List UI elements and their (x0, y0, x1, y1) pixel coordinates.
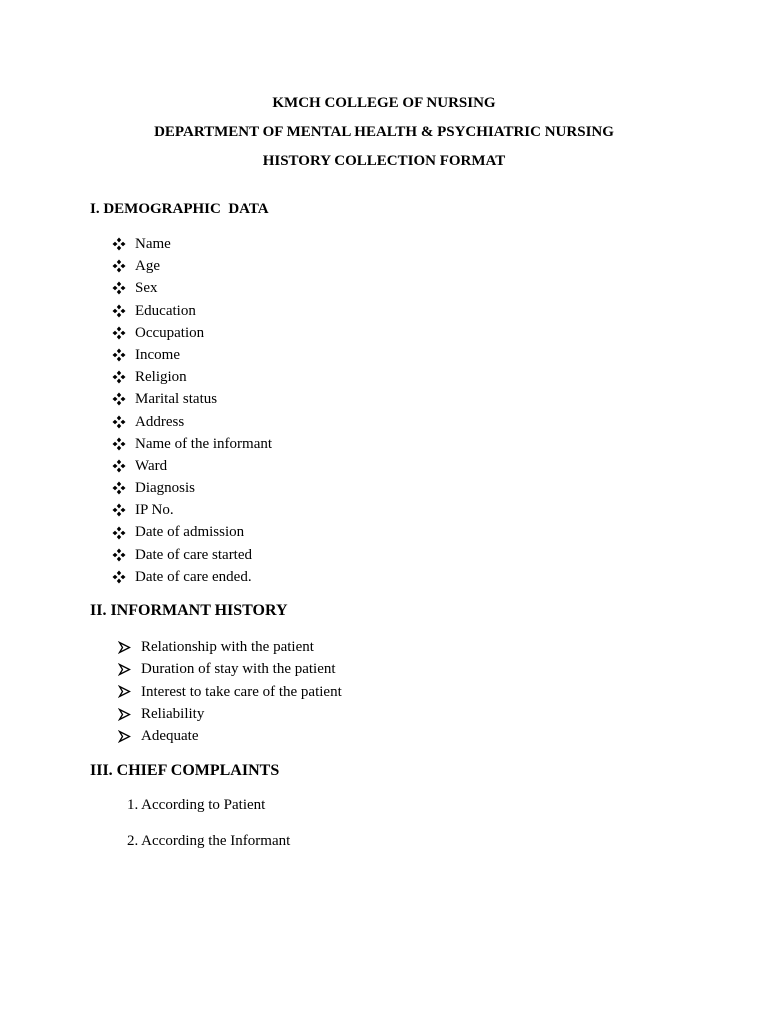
arrowhead-bullet-icon (118, 708, 131, 721)
four-diamond-bullet-icon (112, 459, 126, 473)
list-item-label: Date of care ended. (135, 568, 252, 585)
list-item (112, 233, 272, 255)
list-item (112, 411, 272, 433)
list-item-label: Date of admission (135, 524, 245, 541)
list-item-label: Sex (135, 280, 158, 297)
list-item (112, 566, 272, 588)
four-diamond-bullet-icon (112, 481, 126, 495)
four-diamond-bullet-icon (112, 348, 126, 362)
list-item-label: Occupation (135, 324, 205, 341)
list-item (112, 388, 272, 410)
four-diamond-bullet-icon (112, 503, 126, 517)
list-item (112, 544, 272, 566)
list-item-label: Name (135, 236, 171, 252)
four-diamond-bullet-icon (112, 437, 126, 451)
four-diamond-bullet-icon (112, 237, 126, 251)
list-item (112, 277, 272, 299)
list-item-label: Date of care started (135, 546, 253, 563)
arrowhead-bullet-icon (118, 663, 131, 676)
list-item-label: Ward (135, 457, 168, 474)
list-item-label: Marital status (135, 391, 218, 408)
four-diamond-bullet-icon (112, 415, 126, 429)
list-item (118, 725, 342, 747)
list-item-label: Reliability (141, 705, 205, 722)
format-title: HISTORY COLLECTION FORMAT (262, 153, 506, 169)
four-diamond-bullet-icon (112, 392, 126, 406)
list-item (112, 255, 272, 277)
list-item (112, 521, 272, 543)
department-title: DEPARTMENT OF MENTAL HEALTH & PSYCHIATRIC NURSING (154, 124, 614, 140)
list-item (112, 344, 272, 366)
list-item-label: Income (135, 346, 180, 363)
arrowhead-bullet-icon (118, 641, 131, 654)
list-item (112, 300, 272, 322)
demographic-data-heading: I. DEMOGRAPHIC DATA (90, 201, 269, 217)
list-item-label: Age (135, 258, 160, 275)
four-diamond-bullet-icon (112, 570, 126, 584)
list-item (118, 703, 342, 725)
list-item (112, 477, 272, 499)
chief-complaints-heading: III. CHIEF COMPLAINTS (90, 762, 280, 779)
list-item-label: IP No. (135, 502, 174, 519)
list-item (112, 455, 272, 477)
four-diamond-bullet-icon (112, 548, 126, 562)
list-item-label: Name of the informant (135, 435, 273, 452)
list-item-label: Education (135, 302, 196, 319)
list-item-label: Duration of stay with the patient (141, 661, 336, 678)
informant-history-list (118, 636, 342, 747)
arrowhead-bullet-icon (118, 685, 131, 698)
chief-complaint-item: 2. According the Informant (127, 833, 291, 849)
list-item (112, 322, 272, 344)
list-item-label: Diagnosis (135, 480, 195, 497)
list-item (112, 499, 272, 521)
four-diamond-bullet-icon (112, 281, 126, 295)
list-item (118, 658, 342, 680)
four-diamond-bullet-icon (112, 259, 126, 273)
informant-history-heading: II. INFORMANT HISTORY (90, 602, 288, 619)
four-diamond-bullet-icon (112, 370, 126, 384)
demographic-data-list (112, 233, 272, 588)
four-diamond-bullet-icon (112, 304, 126, 318)
list-item (118, 636, 342, 658)
list-item-label: Interest to take care of the patient (141, 683, 342, 700)
list-item-label: Religion (135, 369, 187, 386)
chief-complaint-item: 1. According to Patient (127, 797, 266, 813)
college-title: KMCH COLLEGE OF NURSING (272, 95, 496, 111)
list-item (112, 366, 272, 388)
list-item-label: Adequate (141, 728, 199, 745)
list-item (118, 681, 342, 703)
list-item (112, 433, 272, 455)
arrowhead-bullet-icon (118, 730, 131, 743)
list-item-label: Relationship with the patient (141, 639, 314, 655)
four-diamond-bullet-icon (112, 326, 126, 340)
four-diamond-bullet-icon (112, 526, 126, 540)
list-item-label: Address (135, 413, 185, 430)
